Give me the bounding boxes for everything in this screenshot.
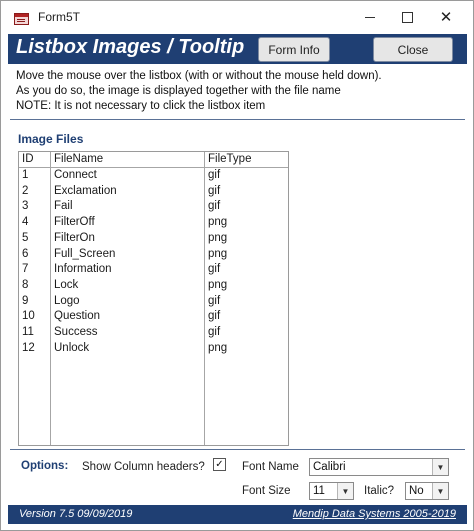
font-name-label: Font Name — [242, 461, 299, 473]
list-item-id: 1 — [22, 169, 29, 181]
maximize-button[interactable] — [391, 5, 423, 29]
image-files-listbox[interactable] — [18, 151, 289, 446]
list-item-id: 2 — [22, 184, 29, 197]
form-icon — [14, 13, 29, 25]
italic-label: Italic? — [364, 485, 395, 497]
list-item-filetype: png — [208, 216, 228, 229]
list-item-filename: Full_Screen — [54, 247, 116, 260]
list-item-id: 3 — [22, 200, 29, 213]
list-item-filetype: png — [208, 231, 228, 244]
list-item-filetype: gif — [208, 169, 221, 181]
list-item-filetype: png — [208, 278, 228, 291]
font-size-value: 11 — [313, 485, 325, 497]
show-column-headers-label: Show Column headers? — [82, 461, 205, 473]
list-item-filetype: png — [208, 341, 228, 354]
list-item-filetype: gif — [208, 310, 221, 323]
list-item-filename: Exclamation — [54, 184, 117, 197]
window-title: Form5T — [38, 10, 80, 24]
chevron-down-icon[interactable]: ▼ — [432, 483, 448, 499]
list-item-id: 12 — [22, 341, 35, 354]
form-header — [8, 34, 467, 64]
list-item[interactable] — [19, 200, 288, 216]
maximize-icon — [402, 12, 413, 23]
list-item-id: 5 — [22, 231, 29, 244]
minimize-icon — [365, 17, 375, 18]
list-item-filetype: gif — [208, 200, 221, 213]
list-item[interactable] — [19, 185, 288, 201]
list-item[interactable] — [19, 342, 288, 358]
list-item-filetype: gif — [208, 184, 221, 197]
instructions — [16, 69, 466, 114]
list-item-id: 4 — [22, 216, 29, 229]
font-size-select[interactable] — [309, 482, 354, 500]
title-bar — [1, 1, 473, 33]
image-files-label: Image Files — [18, 132, 84, 146]
divider — [10, 449, 465, 450]
list-item[interactable] — [19, 310, 288, 326]
instruction-line: As you do so, the image is displayed together with the file name — [16, 85, 341, 97]
list-item-id: 10 — [22, 310, 35, 323]
list-item-filename: Unlock — [54, 341, 90, 354]
list-item-filename: Information — [54, 263, 112, 276]
chevron-down-icon[interactable]: ▼ — [337, 483, 353, 499]
listbox-header — [19, 152, 288, 168]
list-item-filename: Connect — [54, 169, 97, 181]
list-item[interactable] — [19, 295, 288, 311]
list-item-filename: Logo — [54, 294, 80, 307]
close-icon: ✕ — [439, 9, 453, 26]
form-info-button[interactable]: Form Info — [258, 37, 330, 62]
font-name-select[interactable] — [309, 458, 449, 476]
minimize-button[interactable] — [354, 5, 386, 29]
list-item-id: 7 — [22, 263, 29, 276]
options-label: Options: — [21, 460, 69, 472]
column-header-filename: FileName — [54, 153, 104, 165]
list-item-filetype: gif — [208, 326, 221, 338]
column-header-id: ID — [22, 153, 34, 165]
list-item-filename: Success — [54, 326, 98, 338]
list-item[interactable] — [19, 169, 288, 185]
show-column-headers-checkbox[interactable] — [213, 458, 226, 471]
list-item[interactable] — [19, 248, 288, 264]
list-item-filetype: gif — [208, 294, 221, 307]
list-item-filetype: png — [208, 247, 228, 260]
instruction-line: Move the mouse over the listbox (with or without the mouse held down). — [16, 70, 382, 82]
italic-value: No — [409, 485, 424, 497]
font-name-value: Calibri — [313, 461, 346, 473]
page-title: Listbox Images / Tooltip — [16, 36, 245, 58]
column-header-filetype: FileType — [208, 153, 252, 165]
close-button[interactable]: Close — [373, 37, 453, 62]
list-item[interactable] — [19, 232, 288, 248]
list-item-id: 9 — [22, 294, 29, 307]
list-item-id: 11 — [22, 326, 34, 338]
instruction-note: NOTE: It is not necessary to click the listbox item — [16, 100, 266, 112]
list-item-filetype: gif — [208, 263, 221, 276]
chevron-down-icon[interactable]: ▼ — [432, 459, 448, 475]
list-item-filename: FilterOn — [54, 231, 95, 244]
list-item-filename: Question — [54, 310, 101, 323]
list-item-id: 6 — [22, 247, 29, 260]
list-item-filename: FilterOff — [54, 216, 95, 229]
list-item-filename: Fail — [54, 200, 73, 213]
list-item-filename: Lock — [54, 278, 79, 291]
list-item[interactable] — [19, 216, 288, 232]
divider — [10, 119, 465, 120]
company-link[interactable]: Mendip Data Systems 2005-2019 — [292, 508, 456, 520]
list-item[interactable] — [19, 326, 288, 342]
list-item[interactable] — [19, 279, 288, 295]
form-footer — [8, 505, 467, 524]
list-item-id: 8 — [22, 278, 29, 291]
version-label: Version 7.5 09/09/2019 — [19, 508, 133, 520]
window-close-button[interactable] — [430, 5, 462, 29]
list-item[interactable] — [19, 263, 288, 279]
italic-select[interactable] — [405, 482, 449, 500]
font-size-label: Font Size — [242, 485, 291, 497]
checkmark-icon: ✓ — [215, 458, 224, 470]
